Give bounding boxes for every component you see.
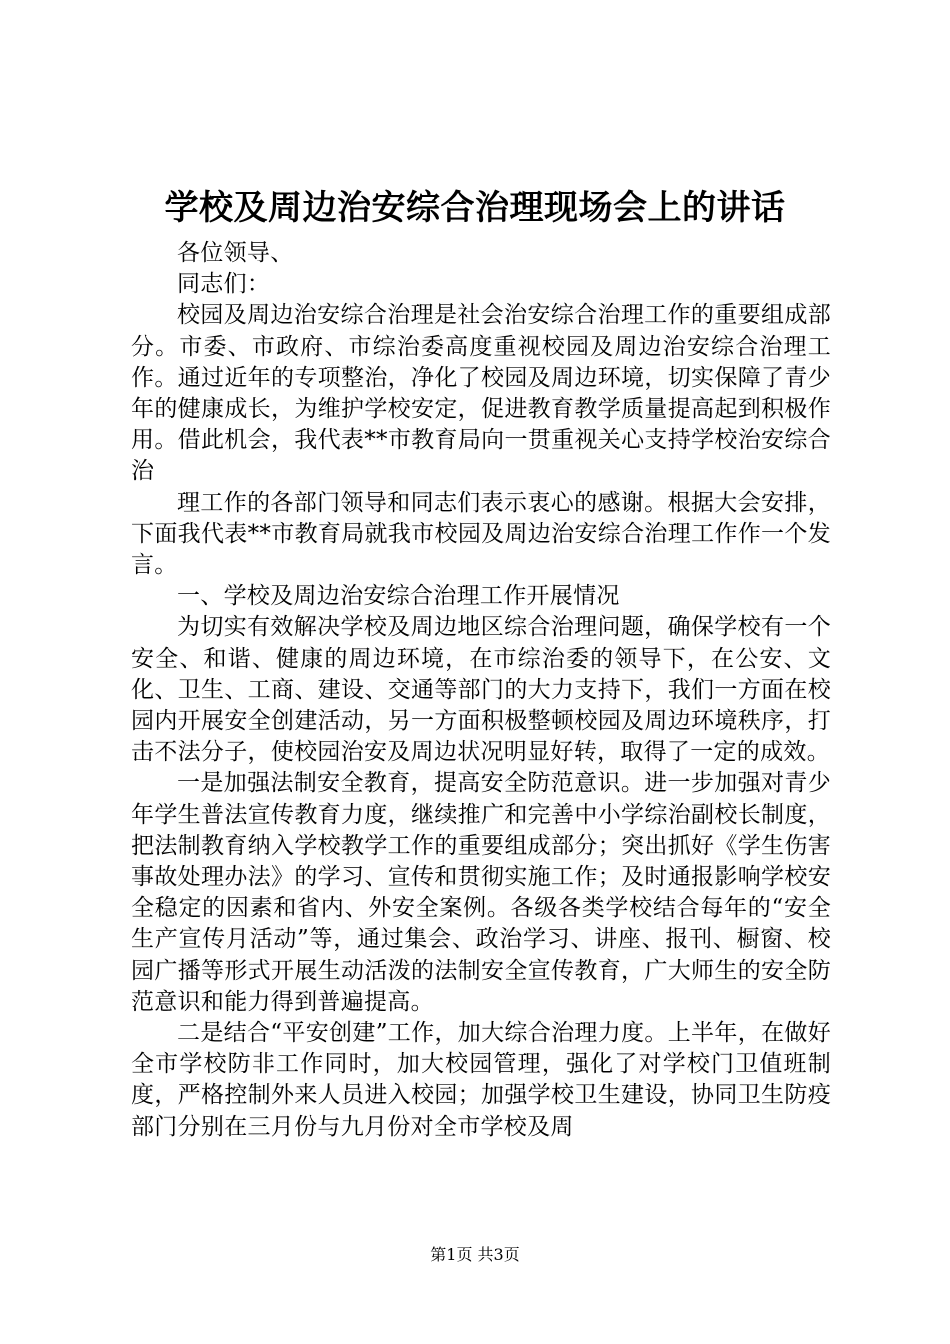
document-title: 学校及周边治安综合治理现场会上的讲话	[164, 188, 786, 228]
section-heading: 一、学校及周边治安综合治理工作开展情况	[177, 583, 620, 610]
body-paragraph: 校园及周边治安综合治理是社会治安综合治理工作的重要组成部分。市委、市政府、市综治委高度重视校园及周边治安综合治理工作。通过近年的专项整治，净化了校园及周边环境，切实保障了青少年的健康成长，为维护学校安定，促进教育教学质量提高起到积极作用。借此机会，我代表**市教育局向一贯重视关心支持学校治安综合治	[131, 302, 831, 485]
document-body	[131, 238, 831, 1143]
body-paragraph: 理工作的各部门领导和同志们表示衷心的感谢。根据大会安排，下面我代表**市教育局就我市校园及周边治安综合治理工作作一个发言。	[131, 489, 831, 579]
page-footer: 第1页 共3页	[430, 1245, 520, 1264]
salutation-line: 各位领导、	[177, 240, 294, 266]
body-paragraph: 为切实有效解决学校及周边地区综合治理问题，确保学校有一个安全、和谐、健康的周边环境，在市综治委的领导下，在公安、文化、卫生、工商、建设、交通等部门的大力支持下，我们一方面在校园内开展安全创建活动，另一方面积极整顿校园及周边环境秩序，打击不法分子，使校园治安及周边状况明显好转，取得了一定的成效。	[131, 614, 831, 766]
body-paragraph: 一是加强法制安全教育，提高安全防范意识。进一步加强对青少年学生普法宣传教育力度，继续推广和完善中小学综治副校长制度，把法制教育纳入学校教学工作的重要组成部分；突出抓好《学生伤害事故处理办法》的学习、宣传和贯彻实施工作；及时通报影响学校安全稳定的因素和省内、外安全案例。各级各类学校结合每年的“安全生产宣传月活动”等，通过集会、政治学习、讲座、报刊、橱窗、校园广播等形式开展生动活泼的法制安全宣传教育，广大师生的安全防范意识和能力得到普遍提高。	[131, 770, 831, 1015]
salutation-line: 同志们：	[177, 271, 271, 298]
body-paragraph: 二是结合“平安创建”工作，加大综合治理力度。上半年，在做好全市学校防非工作同时，加大校园管理，强化了对学校门卫值班制度，严格控制外来人员进入校园；加强学校卫生建设，协同卫生防疫部门分别在三月份与九月份对全市学校及周	[131, 1020, 831, 1140]
